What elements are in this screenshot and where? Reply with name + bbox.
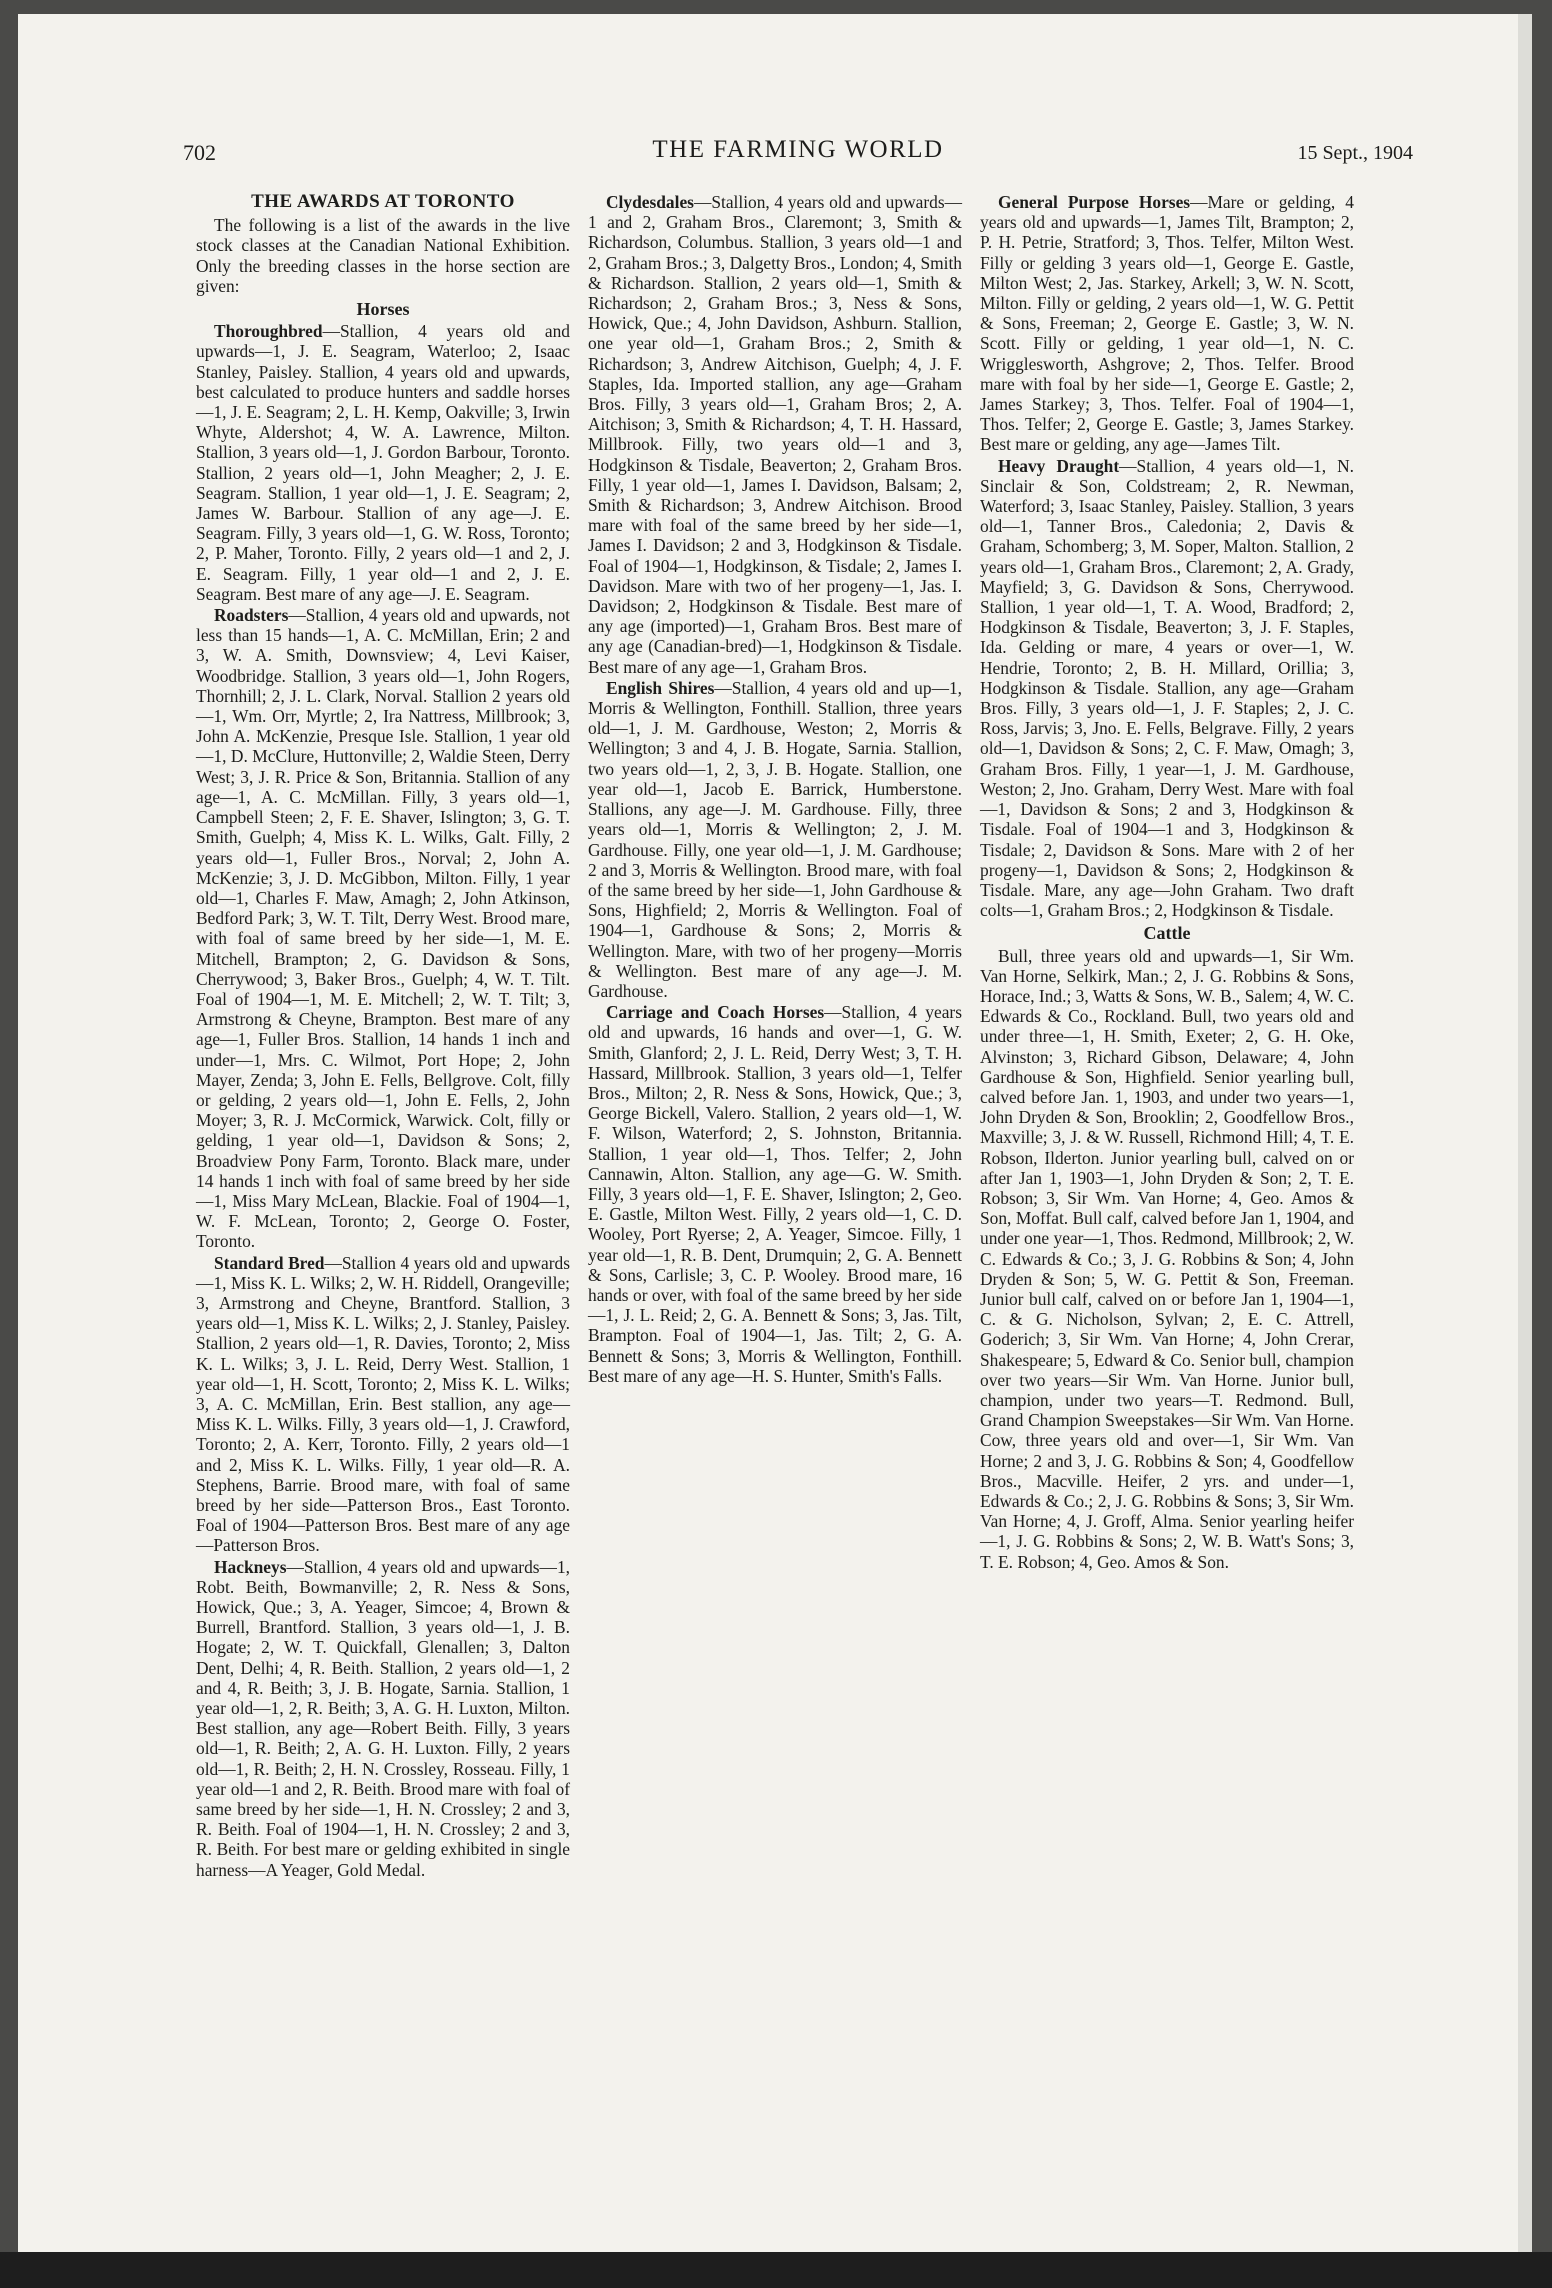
class-label: Clydesdales	[606, 192, 694, 212]
article-intro: The following is a list of the awards in the live stock classes at the Canadian National Exhibition. Only the breeding classes in the horse section are given:	[196, 215, 570, 296]
class-label: Standard Bred	[214, 1252, 325, 1273]
page-number: 702	[183, 140, 216, 165]
class-entry	[196, 605, 570, 1252]
issue-date: 15 Sept., 1904	[1297, 142, 1413, 164]
class-text: —Stallion, 4 years old and up—1, Morris & Wellington, Fonthill. Stallion, three years old—1, J. M. Gardhouse, Weston; 2, Morris & Wellington; 3 and 4, J. B. Hogate, Sarnia. Stallion, two years old—1, 2, 3, J. B. Hogate. Stallion, one year old—1, Jacob E. Barrick, Humberstone. Stallions, any age—J. M. Gardhouse. Filly, three years old—1, Morris & Wellington; 2, J. M. Gardhouse. Filly, one year old—1, J. M. Gardhouse; 2 and 3, Morris & Wellington. Brood mare, with foal of the same breed by her side—1, John Gardhouse & Sons, Highfield; 2, Morris & Wellington. Foal of 1904—1, Gardhouse & Sons; 2, Morris & Wellington. Mare, with two of her progeny—Morris & Wellington. Best mare of any age—J. M. Gardhouse.	[588, 677, 962, 1001]
class-text: —Stallion, 4 years old and upwards, not less than 15 hands—1, A. C. McMillan, Erin; 2 and 3, W. A. Smith, Downsview; 4, Levi Kaiser, Woodbridge. Stallion, 3 years old—1, John Rogers, Thornhill; 2, J. L. Clark, Norval. Stallion 2 years old—1, Wm. Orr, Myrtle; 2, Ira Nattress, Millbrook; 3, John A. McKenzie, Presque Isle. Stallion, 1 year old—1, D. McClure, Huttonville; 2, Waldie Steen, Derry West; 3, J. R. Price & Son, Britannia. Stallion of any age—1, A. C. McMillan. Filly, 3 years old—1, Campbell Steen; 2, F. E. Shaver, Islington; 3, G. T. Smith, Guelph; 4, Miss K. L. Wilks, Galt. Filly, 2 years old—1, Fuller Bros., Norval; 2, John A. McKenzie; 3, J. D. McGibbon, Milton. Filly, 1 year old—1, Charles F. Maw, Amagh; 2, John Atkinson, Bedford Park; 3, W. T. Tilt, Derry West. Brood mare, with foal of same breed by her side—1, M. E. Mitchell, Brampton; 2, G. Davidson & Sons, Cherrywood; 3, Baker Bros., Guelph; 4, W. T. Tilt. Foal of 1904—1, M. E. Mitchell; 2, W. T. Tilt; 3, Armstrong & Cheyne, Brampton. Best mare of any age—1, Fuller Bros. Stallion, 14 hands 1 inch and under—1, Mrs. C. Wilmot, Port Hope; 2, John Mayer, Zenda; 3, John E. Fells, Bellgrove. Colt, filly or gelding, 2 years old—1, John E. Fells, 2, John Moyer; 3, R. J. McCormick, Warwick. Colt, filly or gelding, 1 year old—1, Davidson & Sons; 2, Broadview Pony Farm, Toronto. Black mare, under 14 hands 1 inch with foal of same breed by her side—1, Miss Mary McLean, Blackie. Foal of 1904—1, W. F. McLean, Toronto; 2, George O. Foster, Toronto.	[196, 605, 570, 1252]
class-label: Hackneys	[214, 1556, 287, 1577]
class-text: —Mare or gelding, 4 years old and upwards—1, James Tilt, Brampton; 2, P. H. Petrie, Stratford; 3, Thos. Telfer, Milton West. Filly or gelding 3 years old—1, George E. Gastle, Milton West; 2, Jas. Starkey, Arkell; 3, W. N. Scott, Milton. Filly or gelding, 2 years old—1, W. G. Pettit & Sons, Freeman; 2, George E. Gastle; 3, W. N. Scott. Filly or gelding, 1 year old—1, N. C. Wrigglesworth, Ashgrove; 2, Thos. Telfer. Brood mare with foal by her side—1, George E. Gastle; 2, James Starkey; 3, Thos. Telfer. Foal of 1904—1, Thos. Telfer; 2, George E. Gastle; 3, James Starkey. Best mare or gelding, any age—James Tilt.	[980, 192, 1354, 455]
class-entry	[980, 456, 1354, 921]
scan-bottom-edge	[0, 2252, 1552, 2288]
class-label: English Shires	[606, 677, 715, 698]
article-title: THE AWARDS AT TORONTO	[251, 191, 515, 212]
class-entry	[196, 1557, 570, 1880]
class-text: —Stallion, 4 years old and upwards—1, J. E. Seagram, Waterloo; 2, Isaac Stanley, Paisley. Stallion, 4 years old and upwards, best calculated to produce hunters and saddle horses—1, J. E. Seagram; 2, L. H. Kemp, Oakville; 3, Irwin Whyte, Aldershot; 4, W. A. Lawrence, Milton. Stallion, 3 years old—1, J. Gordon Barbour, Toronto. Stallion, 2 years old—1, John Meagher; 2, J. E. Seagram. Stallion, 1 year old—1, J. E. Seagram; 2, James W. Barbour. Stallion of any age—J. E. Seagram. Filly, 3 years old—1, G. W. Ross, Toronto; 2, P. Maher, Toronto. Filly, 2 years old—1 and 2, J. E. Seagram. Filly, 1 year old—1 and 2, J. E. Seagram. Best mare of any age—J. E. Seagram.	[196, 321, 570, 604]
class-text: —Stallion 4 years old and upwards—1, Miss K. L. Wilks; 2, W. H. Riddell, Orangeville; 3, Armstrong and Cheyne, Brantford. Stallion, 3 years old—1, Miss K. L. Wilks; 2, J. Stanley, Paisley. Stallion, 2 years old—1, R. Davies, Toronto; 2, Miss K. L. Wilks; 3, J. L. Reid, Derry West. Stallion, 1 year old—1, H. Scott, Toronto; 2, Miss K. L. Wilks; 3, A. C. McMillan, Erin. Best stallion, any age—Miss K. L. Wilks. Filly, 3 years old—1, J. Crawford, Toronto; 2, A. Kerr, Toronto. Filly, 2 years old—1 and 2, Miss K. L. Wilks. Filly, 1 year old—R. A. Stephens, Barrie. Brood mare, with foal of same breed by her side—Patterson Bros., East Toronto. Foal of 1904—Patterson Bros. Best mare of any age—Patterson Bros.	[196, 1252, 570, 1556]
class-entry	[980, 192, 1354, 455]
class-label: Carriage and Coach Horses	[606, 1002, 825, 1023]
running-head	[183, 136, 1413, 172]
class-text: —Stallion, 4 years old and upwards—1 and 2, Graham Bros., Claremont; 3, Smith & Richardson, Columbus. Stallion, 3 years old—1 and 2, Graham Bros.; 3, Dalgetty Bros., London; 4, Smith & Richardson. Stallion, 2 years old—1, Smith & Richardson; 2, Graham Bros.; 3, Ness & Sons, Howick, Que.; 4, John Davidson, Ashburn. Stallion, one year old—1, Graham Bros.; 2, Smith & Richardson; 3, Andrew Aitchison, Guelph; 4, J. F. Staples, Ida. Imported stallion, any age—Graham Bros. Filly, 3 years old—1, Graham Bros; 2, A. Aitchison; 3, Smith & Richardson; 4, T. H. Hassard, Millbrook. Filly, two years old—1 and 3, Hodgkinson & Tisdale, Beaverton; 2, Graham Bros. Filly, 1 year old—1, James I. Davidson, Balsam; 2, Smith & Richardson; 3, Andrew Aitchison. Brood mare with foal of the same breed by her side—1, James I. Davidson; 2 and 3, Hodgkinson & Tisdale. Foal of 1904—1, Hodgkinson, & Tisdale; 2, James I. Davidson. Mare with two of her progeny—1, Jas. I. Davidson; 2, Hodgkinson & Tisdale. Best mare of any age (imported)—1, Graham Bros. Best mare of any age (Canadian-bred)—1, Hodgkinson & Tisdale. Best mare of any age—1, Graham Bros.	[588, 192, 962, 677]
horses-heading: Horses	[356, 299, 410, 320]
class-entry	[196, 321, 570, 604]
class-text: —Stallion, 4 years old and upwards, 16 hands and over—1, G. W. Smith, Glanford; 2, J. L. Reid, Derry West; 3, T. H. Hassard, Millbrook. Stallion, 3 years old—1, Telfer Bros., Milton; 2, R. Ness & Sons, Howick, Que.; 3, George Bickell, Valero. Stallion, 2 years old—1, W. F. Wilson, Waterford; 2, S. Johnston, Britannia. Stallion, 1 year old—1, Thos. Telfer; 2, John Cannawin, Alton. Stallion, any age—G. W. Smith. Filly, 3 years old—1, F. E. Shaver, Islington; 2, Geo. E. Gastle, Milton West. Filly, 2 years old—1, C. D. Wooley, Port Ryerse; 2, A. Yeager, Simcoe. Filly, 1 year old—1, R. B. Dent, Drumquin; 2, G. A. Bennett & Sons, Carlisle; 3, C. P. Wooley. Brood mare, 16 hands or over, with foal of the same breed by her side—1, J. L. Reid; 2, G. A. Bennett & Sons; 3, Jas. Tilt, Brampton. Foal of 1904—1, Jas. Tilt; 2, G. A. Bennett & Sons; 3, Morris & Wellington, Fonthill. Best mare of any age—H. S. Hunter, Smith's Falls.	[588, 1002, 962, 1386]
page-sheet	[18, 14, 1532, 2266]
class-label: Thoroughbred	[214, 321, 323, 342]
column-2	[588, 192, 962, 1386]
class-entry	[588, 1002, 962, 1386]
class-entry	[588, 192, 962, 677]
class-label: Heavy Draught	[998, 455, 1120, 476]
column-3	[980, 192, 1354, 1572]
class-label: General Purpose Horses	[998, 192, 1191, 212]
class-label: Roadsters	[214, 605, 289, 626]
journal-title: THE FARMING WORLD	[652, 136, 944, 163]
class-text: —Stallion, 4 years old—1, N. Sinclair & Son, Coldstream; 2, R. Newman, Waterford; 3, Isaac Stanley, Paisley. Stallion, 3 years old—1, Tanner Bros., Caledonia; 2, Davis & Graham, Schomberg; 3, M. Soper, Malton. Stallion, 2 years old—1, Graham Bros., Claremont; 2, A. Grady, Mayfield; 3, G. Davidson & Sons, Cherrywood. Stallion, 1 year old—1, T. A. Wood, Bradford; 2, Hodgkinson & Tisdale, Beaverton; 3, J. F. Staples, Ida. Gelding or mare, 4 years or over—1, W. Hendrie, Toronto; 2, B. H. Millard, Orillia; 3, Hodgkinson & Tisdale. Stallion, any age—Graham Bros. Filly, 3 years old—1, J. F. Staples; 2, J. C. Ross, Jarvis; 3, Jno. E. Fells, Belgrave. Filly, 2 years old—1, Davidson & Sons; 2, C. F. Maw, Omagh; 3, Graham Bros. Filly, 1 year—1, J. M. Gardhouse, Weston; 2, Jno. Graham, Derry West. Mare with foal—1, Davidson & Sons; 2 and 3, Hodgkinson & Tisdale. Foal of 1904—1 and 3, Hodgkinson & Tisdale; 2, Davidson & Sons. Mare with 2 of her progeny—1, Davidson & Sons; 2, Hodgkinson & Tisdale. Mare, any age—John Graham. Two draft colts—1, Graham Bros.; 2, Hodgkinson & Tisdale.	[980, 455, 1355, 921]
column-1	[196, 192, 570, 1880]
class-entry	[196, 1253, 570, 1556]
class-entry	[588, 678, 962, 1001]
cattle-heading: Cattle	[1143, 923, 1191, 944]
class-text: —Stallion, 4 years old and upwards—1, Robt. Beith, Bowmanville; 2, R. Ness & Sons, Howick, Que.; 3, A. Yeager, Simcoe; 4, Brown & Burrell, Brantford. Stallion, 3 years old—1, J. B. Hogate; 2, W. T. Quickfall, Glenallen; 3, Dalton Dent, Delhi; 4, R. Beith. Stallion, 2 years old—1, 2 and 4, R. Beith; 3, J. B. Hogate, Sarnia. Stallion, 1 year old—1, 2, R. Beith; 3, A. G. H. Luxton, Milton. Best stallion, any age—Robert Beith. Filly, 3 years old—1, R. Beith; 2, A. G. H. Luxton. Filly, 2 years old—1, R. Beith; 2, H. N. Crossley, Rosseau. Filly, 1 year old—1 and 2, R. Beith. Brood mare with foal of same breed by her side—1, H. N. Crossley; 2 and 3, R. Beith. Foal of 1904—1, H. N. Crossley; 2 and 3, R. Beith. For best mare or gelding exhibited in single harness—A Yeager, Gold Medal.	[196, 1556, 570, 1880]
cattle-awards: Bull, three years old and upwards—1, Sir Wm. Van Horne, Selkirk, Man.; 2, J. G. Robbins & Sons, Horace, Ind.; 3, Watts & Sons, W. B., Salem; 4, W. C. Edwards & Co., Rockland. Bull, two years old and under three—1, H. Smith, Exeter; 2, G. H. Oke, Alvinston; 3, Richard Gibson, Delaware; 4, John Gardhouse & Son, Highfield. Senior yearling bull, calved before Jan. 1, 1903, and under two years—1, John Dryden & Son, Brooklin; 2, Goodfellow Bros., Maxville; 3, J. & W. Russell, Richmond Hill; 4, T. E. Robson, Ilderton. Junior yearling bull, calved on or after Jan 1, 1903—1, John Dryden & Son; 2, T. E. Robson; 3, Sir Wm. Van Horne; 4, Geo. Amos & Son, Moffat. Bull calf, calved before Jan 1, 1904, and under one year—1, Thos. Redmond, Millbrook; 2, W. C. Edwards & Co.; 3, J. G. Robbins & Son; 4, John Dryden & Son; 5, W. G. Pettit & Son, Freeman. Junior bull calf, calved on or before Jan 1, 1904—1, C. & G. Nicholson, Sylvan; 2, E. C. Attrell, Goderich; 3, Sir Wm. Van Horne; 4, John Crerar, Shakespeare; 5, Edward & Co. Senior bull, champion over two years—Sir Wm. Van Horne. Junior bull, champion, under two years—T. Redmond. Bull, Grand Champion Sweepstakes—Sir Wm. Van Horne. Cow, three years old and over—1, Sir Wm. Van Horne; 2 and 3, J. G. Robbins & Son; 4, Goodfellow Bros., Macville. Heifer, 2 yrs. and under—1, Edwards & Co.; 2, J. G. Robbins & Sons; 3, Sir Wm. Van Horne; 4, J. Groff, Alma. Senior yearling heifer—1, J. G. Robbins & Sons; 2, W. B. Watt's Sons; 3, T. E. Robson; 4, Geo. Amos & Son.	[980, 945, 1354, 1572]
